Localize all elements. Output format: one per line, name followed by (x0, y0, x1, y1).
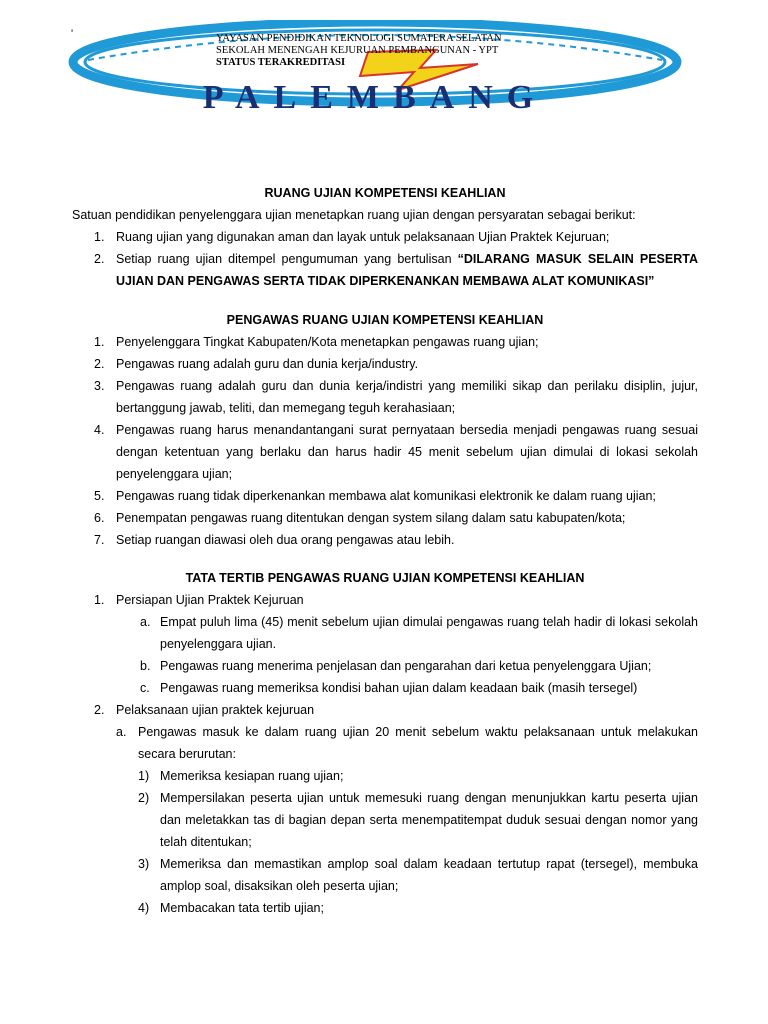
list-text: Pengawas ruang adalah guru dan dunia kerja/industry. (116, 357, 419, 371)
list-text: Mempersilakan peserta ujian untuk memesuki ruang dengan menunjukkan kartu peserta ujian dan meletakkan tas di bagian depan serta menempatitempat duduk sesuai dengan nomor yang telah ditentukan; (160, 791, 698, 849)
list-letter: b. (140, 659, 151, 673)
list-text: Membacakan tata tertib ujian; (160, 901, 324, 915)
stray-mark: ' (71, 28, 74, 40)
list-item (72, 699, 698, 721)
letterhead-text (216, 33, 502, 69)
document-body (72, 182, 698, 919)
accreditation-status: STATUS TERAKREDITASI (216, 57, 346, 68)
list-text: Pengawas masuk ke dalam ruang ujian 20 menit sebelum waktu pelaksanaan untuk melakukan secara berurutan: (138, 725, 698, 761)
section-intro: Satuan pendidikan penyelenggara ujian menetapkan ruang ujian dengan persyaratan sebagai berikut: (72, 208, 636, 222)
list-text: Penempatan pengawas ruang ditentukan dengan system silang dalam satu kabupaten/kota; (116, 511, 626, 525)
step-item (72, 765, 698, 787)
step-number: 2) (138, 791, 150, 805)
list-item (72, 331, 698, 353)
sub-list-item (72, 677, 698, 699)
list-text: Pengawas ruang adalah guru dan dunia kerja/indistri yang memiliki sikap dan perilaku disiplin, jujur, bertanggung jawab, teliti, dan memegang teguh kerahasiaan; (116, 379, 698, 415)
logo-palembang-text: PALEMBANG (202, 79, 548, 114)
school-name: SEKOLAH MENENGAH KEJURUAN PEMBANGUNAN - YPT (216, 45, 499, 56)
list-item (72, 248, 698, 292)
list-item (72, 226, 698, 248)
sub-list-item (72, 611, 698, 655)
list-item (72, 485, 698, 507)
list-text: Persiapan Ujian Praktek Kejuruan (116, 593, 304, 607)
list-number: 1. (94, 593, 105, 607)
list-number: 2. (94, 703, 105, 717)
list-item (72, 353, 698, 375)
list-text: Memeriksa dan memastikan amplop soal dalam keadaan tertutup rapat (tersegel), membuka amplop soal, disaksikan oleh peserta ujian; (160, 857, 698, 893)
foundation-name: YAYASAN PENDIDIKAN TEKNOLOGI SUMATERA SELATAN (216, 33, 502, 44)
list-letter: a. (140, 615, 151, 629)
list-number: 3. (94, 379, 105, 393)
list-number: 4. (94, 423, 105, 437)
list-text: Pengawas ruang memeriksa kondisi bahan ujian dalam keadaan baik (masih tersegel) (160, 681, 638, 695)
list-number: 2. (94, 357, 105, 371)
list-number: 2. (94, 252, 105, 266)
step-item (72, 853, 698, 897)
list-item (72, 589, 698, 611)
sub-list-item (72, 655, 698, 677)
list-text: Penyelenggara Tingkat Kabupaten/Kota menetapkan pengawas ruang ujian; (116, 335, 539, 349)
list-item (72, 507, 698, 529)
step-number: 4) (138, 901, 150, 915)
list-text: Pengawas ruang menerima penjelasan dan pengarahan dari ketua penyelenggara Ujian; (160, 659, 652, 673)
list-text: Pengawas ruang tidak diperkenankan membawa alat komunikasi elektronik ke dalam ruang ujian; (116, 489, 656, 503)
section-title-tata-tertib: TATA TERTIB PENGAWAS RUANG UJIAN KOMPETENSI KEAHLIAN (185, 571, 585, 585)
list-item (72, 529, 698, 551)
warning-notice: “DILARANG MASUK SELAIN PESERTA UJIAN DAN PENGAWAS SERTA TIDAK DIPERKENANKAN MEMBAWA ALAT KOMUNIKASI” (116, 252, 698, 288)
list-number: 1. (94, 230, 105, 244)
list-text: Ruang ujian yang digunakan aman dan layak untuk pelaksanaan Ujian Praktek Kejuruan; (116, 230, 610, 244)
step-item (72, 787, 698, 853)
list-letter: c. (140, 681, 150, 695)
sub-list-item (72, 721, 698, 765)
list-number: 6. (94, 511, 105, 525)
list-item (72, 419, 698, 485)
step-item (72, 897, 698, 919)
list-text: Pelaksanaan ujian praktek kejuruan (116, 703, 315, 717)
list-text: Pengawas ruang harus menandantangani surat pernyataan bersedia menjadi pengawas ruang sesuai dengan ketentuan yang berlaku dan harus hadir 45 menit sebelum ujian dimulai di lokasi sekolah penyelenggara ujian; (116, 423, 698, 481)
list-number: 7. (94, 533, 105, 547)
list-item (72, 375, 698, 419)
list-letter: a. (116, 725, 127, 739)
list-number: 1. (94, 335, 105, 349)
list-text: Setiap ruangan diawasi oleh dua orang pengawas atau lebih. (116, 533, 455, 547)
step-number: 3) (138, 857, 150, 871)
list-text: Setiap ruang ujian ditempel pengumuman yang bertulisan “DILARANG MASUK SELAIN PESERTA UJIAN DAN PENGAWAS SERTA TIDAK DIPERKENANKAN MEMBAWA ALAT KOMUNIKASI” (116, 252, 698, 288)
section-title-pengawas: PENGAWAS RUANG UJIAN KOMPETENSI KEAHLIAN (226, 313, 544, 327)
list-number: 5. (94, 489, 105, 503)
list-text: Memeriksa kesiapan ruang ujian; (160, 769, 344, 783)
step-number: 1) (138, 769, 150, 783)
list-text: Empat puluh lima (45) menit sebelum ujian dimulai pengawas ruang telah hadir di lokasi sekolah penyelenggara ujian. (160, 615, 698, 651)
section-title-ruang-ujian: RUANG UJIAN KOMPETENSI KEAHLIAN (264, 186, 506, 200)
